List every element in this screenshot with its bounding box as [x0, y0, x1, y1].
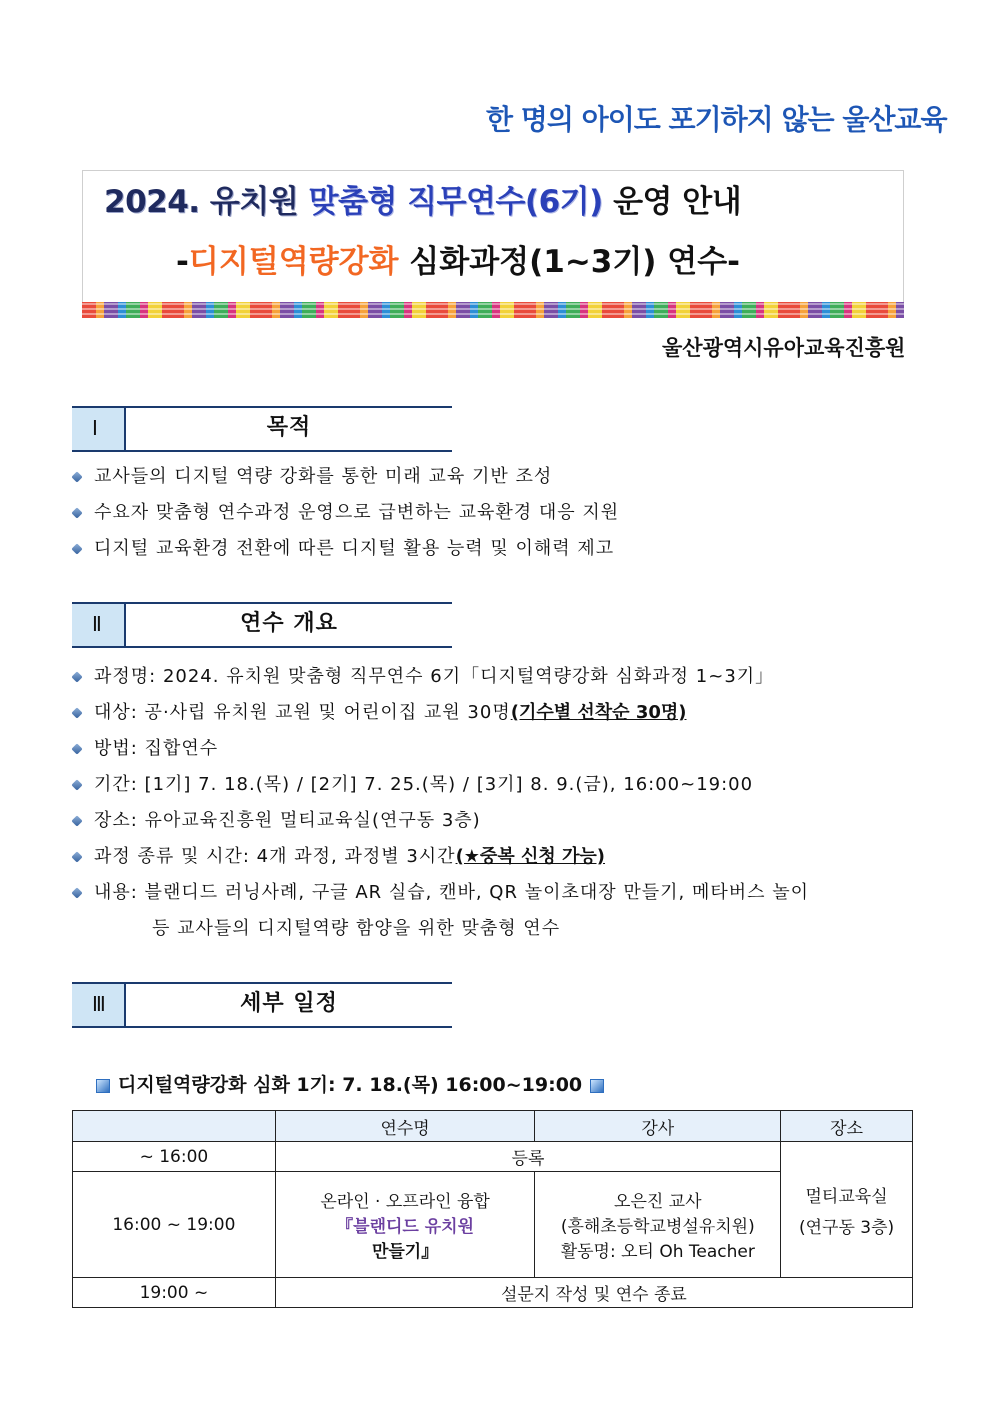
- bullet-icon: [71, 471, 82, 482]
- cube-icon: [590, 1079, 604, 1093]
- decorative-pattern-overlay: [82, 302, 904, 318]
- list-item: 과정 종류 및 시간: 4개 과정, 과정별 3시간(★중복 신청 가능): [72, 844, 605, 870]
- table-header-place: 장소: [781, 1111, 913, 1142]
- section-number: Ⅰ: [72, 408, 126, 450]
- bullet-icon: [71, 543, 82, 554]
- target-note: (기수별 선착순 30명): [510, 702, 687, 723]
- title-line-1: [104, 176, 741, 221]
- bullet-icon: [71, 851, 82, 862]
- bullet-icon: [71, 507, 82, 518]
- table-cell-time: ~ 16:00: [73, 1142, 276, 1172]
- list-item: 내용: 블랜디드 러닝사례, 구글 AR 실습, 캔바, QR 놀이초대장 만들기, 메타버스 놀이: [72, 880, 809, 906]
- schedule-heading: 디지털역량강화 심화 1기: 7. 18.(목) 16:00~19:00: [88, 1070, 612, 1097]
- types-note: (★중복 신청 가능): [455, 846, 606, 867]
- table-row: [73, 1278, 913, 1308]
- title-highlight: 맞춤형 직무연수(6기): [308, 184, 603, 220]
- bullet-icon: [71, 779, 82, 790]
- table-header-time: [73, 1111, 276, 1142]
- table-cell-course: 온라인 · 오프라인 융합 『블랜디드 유치원 만들기』: [275, 1172, 535, 1278]
- title-kind: 유치원: [209, 184, 299, 220]
- bullet-icon: [71, 743, 82, 754]
- list-item: 대상: 공·사립 유치원 교원 및 어린이집 교원 30명(기수별 선착순 30명): [72, 700, 687, 726]
- title-dash-right: -: [727, 244, 741, 280]
- subtitle-highlight: 디지털역량강화: [188, 244, 399, 280]
- table-cell-place: 멀티교육실 (연구동 3층): [781, 1142, 913, 1278]
- section-number: Ⅲ: [72, 984, 126, 1026]
- table-cell-time: 16:00 ~ 19:00: [73, 1172, 276, 1278]
- list-item: 교사들의 디지털 역량 강화를 통한 미래 교육 기반 조성: [72, 464, 552, 490]
- table-cell-content: 설문지 작성 및 연수 종료: [275, 1278, 912, 1308]
- section-header-overview: [72, 602, 452, 648]
- section-label: 세부 일정: [240, 991, 338, 1016]
- bullet-icon: [71, 707, 82, 718]
- table-cell-time: 19:00 ~: [73, 1278, 276, 1308]
- list-item: 수요자 맞춤형 연수과정 운영으로 급변하는 교육환경 대응 지원: [72, 500, 619, 526]
- title-dash-left: -: [176, 244, 189, 280]
- section-label: 연수 개요: [240, 611, 338, 636]
- bullet-icon: [71, 671, 82, 682]
- table-header-course: 연수명: [275, 1111, 535, 1142]
- list-item: 디지털 교육환경 전환에 따른 디지털 활용 능력 및 이해력 제고: [72, 536, 614, 562]
- cube-icon: [96, 1079, 110, 1093]
- section-header-purpose: [72, 406, 452, 452]
- title-year: 2024.: [104, 184, 200, 220]
- subtitle-rest: 심화과정(1~3기) 연수: [409, 244, 728, 280]
- table-header-row: [73, 1111, 913, 1142]
- list-item: 과정명: 2024. 유치원 맞춤형 직무연수 6기「디지털역량강화 심화과정 1~3기」: [72, 664, 774, 690]
- bullet-icon: [71, 815, 82, 826]
- title-rest: 운영 안내: [613, 184, 742, 220]
- section-number: Ⅱ: [72, 604, 126, 646]
- table-header-instructor: 강사: [535, 1111, 781, 1142]
- table-cell-content: 등록: [275, 1142, 780, 1172]
- section-header-schedule: [72, 982, 452, 1028]
- schedule-table: [72, 1110, 913, 1308]
- slogan: 한 명의 아이도 포기하지 않는 울산교육: [486, 103, 947, 136]
- list-item-continuation: 등 교사들의 디지털역량 함양을 위한 맞춤형 연수: [152, 918, 561, 939]
- organization-name: 울산광역시유아교육진흥원: [662, 336, 906, 360]
- section-label: 목적: [266, 415, 312, 440]
- bullet-icon: [71, 887, 82, 898]
- list-item: 기간: [1기] 7. 18.(목) / [2기] 7. 25.(목) / [3기] 8. 9.(금), 16:00~19:00: [72, 772, 753, 798]
- list-item: 방법: 집합연수: [72, 736, 218, 762]
- table-row: [73, 1142, 913, 1172]
- list-item: 장소: 유아교육진흥원 멀티교육실(연구동 3층): [72, 808, 481, 834]
- title-line-2: [176, 236, 740, 281]
- table-cell-instructor: 오은진 교사 (흥해초등학교병설유치원) 활동명: 오티 Oh Teacher: [535, 1172, 781, 1278]
